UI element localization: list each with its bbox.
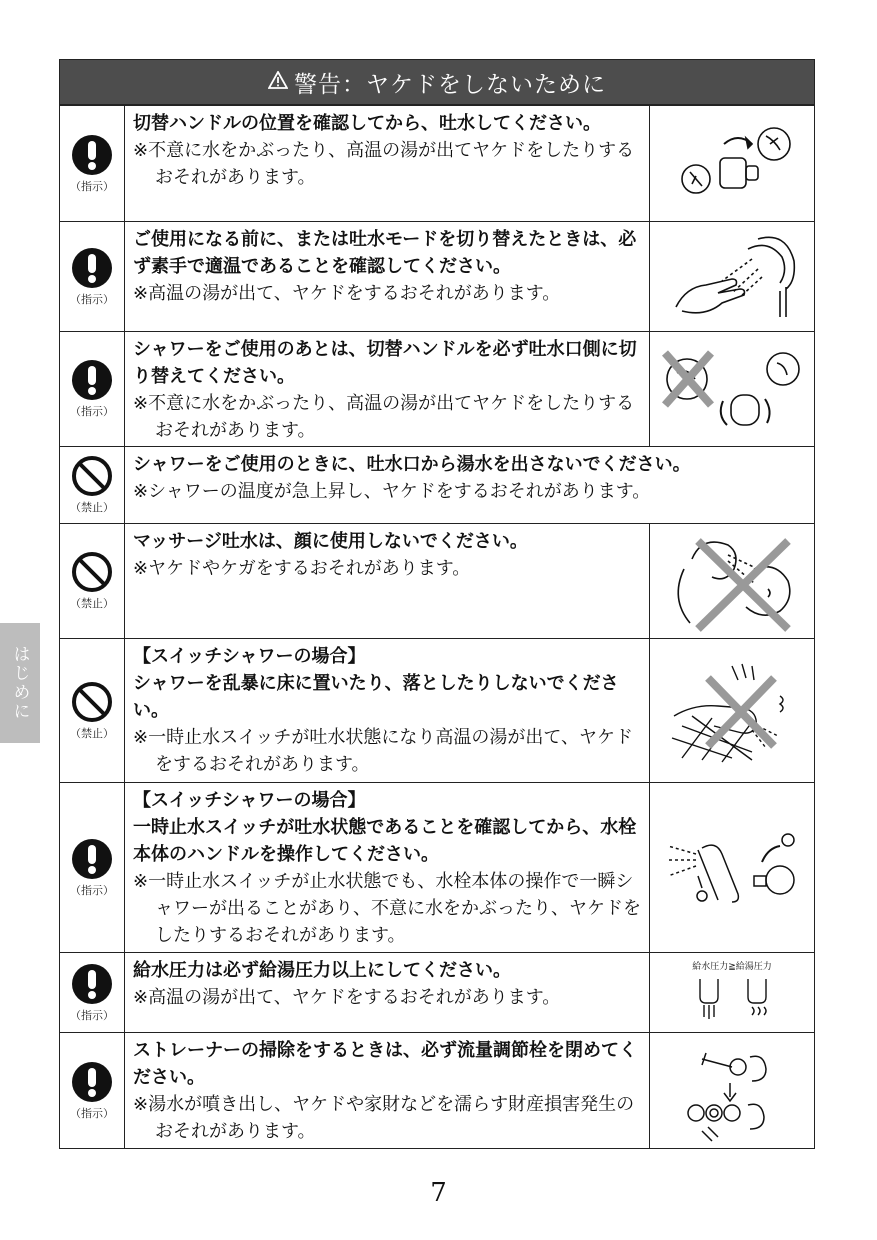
- prohibition-mark: [60, 524, 125, 638]
- warning-text: [125, 953, 649, 1032]
- warning-illustration: [649, 1033, 814, 1148]
- instruction-mark: [60, 1033, 125, 1148]
- warning-note: ※高温の湯が出て、ヤケドをするおそれがあります。: [133, 987, 561, 1008]
- instruction-icon: [71, 963, 113, 1005]
- prohibition-icon: [71, 681, 113, 723]
- warning-note: ※一時止水スイッチが吐水状態になり高温の湯が出て、ヤケドをするおそれがあります。: [133, 727, 633, 775]
- instruction-label: （指示）: [70, 179, 114, 193]
- prohibition-label: （禁止）: [70, 501, 114, 514]
- warning-heading: 【スイッチシャワーの場合】: [133, 646, 366, 667]
- instruction-label: （指示）: [70, 883, 114, 897]
- prohibition-label: （禁止）: [70, 726, 114, 740]
- warning-row: [60, 105, 814, 221]
- warning-bold-text: ストレーナーの掃除をするときは、必ず流量調節栓を閉めてください。: [133, 1040, 637, 1088]
- instruction-label: （指示）: [70, 405, 114, 418]
- warning-title: 警告：ヤケドをしないために: [294, 71, 606, 98]
- instruction-label: （指示）: [70, 292, 114, 306]
- instruction-icon: [71, 1061, 113, 1103]
- warning-illustration: [649, 783, 814, 952]
- warning-text: [125, 332, 649, 446]
- warning-triangle-icon: [268, 69, 288, 95]
- warning-note: ※不意に水をかぶったり、高温の湯が出てヤケドをしたりするおそれがあります。: [133, 393, 635, 441]
- prohibition-icon: [71, 551, 113, 593]
- warning-row: [60, 782, 814, 952]
- prohibition-mark: [60, 447, 125, 523]
- warning-text: [125, 524, 649, 638]
- warning-note: ※湯水が噴き出し、ヤケドや家財などを濡らす財産損害発生のおそれがあります。: [133, 1094, 635, 1142]
- instruction-icon: [71, 359, 113, 401]
- instruction-mark: [60, 222, 125, 331]
- handle-return-illustration: [657, 339, 807, 439]
- warning-bold-text: ご使用になる前に、または吐水モードを切り替えたときは、必ず素手で適温であることを確認してください。: [133, 229, 637, 277]
- warning-heading: 【スイッチシャワーの場合】: [133, 790, 366, 811]
- warning-illustration: [649, 332, 814, 446]
- instruction-label: （指示）: [70, 1008, 114, 1022]
- warning-note: ※ヤケドやケガをするおそれがあります。: [133, 558, 471, 579]
- instruction-icon: [71, 247, 113, 289]
- hand-temperature-check-illustration: [662, 229, 802, 325]
- warning-row: [60, 952, 814, 1032]
- warning-bold-text: 給水圧力は必ず給湯圧力以上にしてください。: [133, 960, 511, 981]
- prohibition-icon: [71, 455, 113, 497]
- warning-text: [125, 1033, 649, 1148]
- pressure-illustration: [662, 957, 802, 1029]
- warning-row: [60, 638, 814, 782]
- instruction-mark: [60, 783, 125, 952]
- warning-bold-text: 切替ハンドルの位置を確認してから、吐水してください。: [133, 113, 601, 134]
- warning-row: [60, 221, 814, 331]
- warning-header: [60, 60, 814, 105]
- prohibition-label: （禁止）: [70, 597, 114, 610]
- warning-table: [59, 59, 815, 1149]
- warning-note: ※一時止水スイッチが止水状態でも、水栓本体の操作で一瞬シャワーが出ることがあり、不意に水をかぶったり、ヤケドをしたりするおそれがあります。: [133, 871, 641, 946]
- warning-illustration: [649, 222, 814, 331]
- warning-row: [60, 446, 814, 523]
- warning-bold-text: マッサージ吐水は、顔に使用しないでください。: [133, 531, 528, 552]
- warning-note: ※シャワーの温度が急上昇し、ヤケドをするおそれがあります。: [133, 481, 651, 502]
- warning-illustration: [649, 953, 814, 1032]
- warning-text: [125, 106, 649, 221]
- warning-illustration: [649, 639, 814, 782]
- page-number: 7: [430, 1178, 447, 1208]
- shower-drop-prohibited-illustration: [662, 656, 802, 766]
- warning-text: [125, 222, 649, 331]
- instruction-icon: [71, 838, 113, 880]
- massage-face-prohibited-illustration: [662, 529, 802, 633]
- warning-text: [125, 447, 814, 523]
- warning-illustration: [649, 106, 814, 221]
- strainer-cleaning-illustration: [662, 1039, 802, 1143]
- warning-note: ※高温の湯が出て、ヤケドをするおそれがあります。: [133, 283, 561, 304]
- instruction-label: （指示）: [70, 1106, 114, 1120]
- pressure-caption: 給水圧力≧給湯圧力: [692, 961, 772, 972]
- instruction-icon: [71, 134, 113, 176]
- warning-text: [125, 639, 649, 782]
- warning-bold-text: 一時止水スイッチが吐水状態であることを確認してから、水栓本体のハンドルを操作してください。: [133, 817, 637, 865]
- switch-shower-illustration: [662, 818, 802, 918]
- warning-bold-text: シャワーをご使用のあとは、切替ハンドルを必ず吐水口側に切り替えてください。: [133, 339, 637, 387]
- warning-row: [60, 1032, 814, 1148]
- warning-illustration: [649, 524, 814, 638]
- warning-row: [60, 523, 814, 638]
- warning-row: [60, 331, 814, 446]
- instruction-mark: [60, 953, 125, 1032]
- instruction-mark: [60, 332, 125, 446]
- warning-bold-text: シャワーを乱暴に床に置いたり、落としたりしないでください。: [133, 673, 619, 721]
- handle-switch-illustration: [662, 114, 802, 214]
- instruction-mark: [60, 106, 125, 221]
- prohibition-mark: [60, 639, 125, 782]
- warning-text: [125, 783, 649, 952]
- warning-bold-text: シャワーをご使用のときに、吐水口から湯水を出さないでください。: [133, 454, 691, 475]
- warning-note: ※不意に水をかぶったり、高温の湯が出てヤケドをしたりするおそれがあります。: [133, 140, 635, 188]
- section-side-tab: はじめに: [0, 623, 40, 743]
